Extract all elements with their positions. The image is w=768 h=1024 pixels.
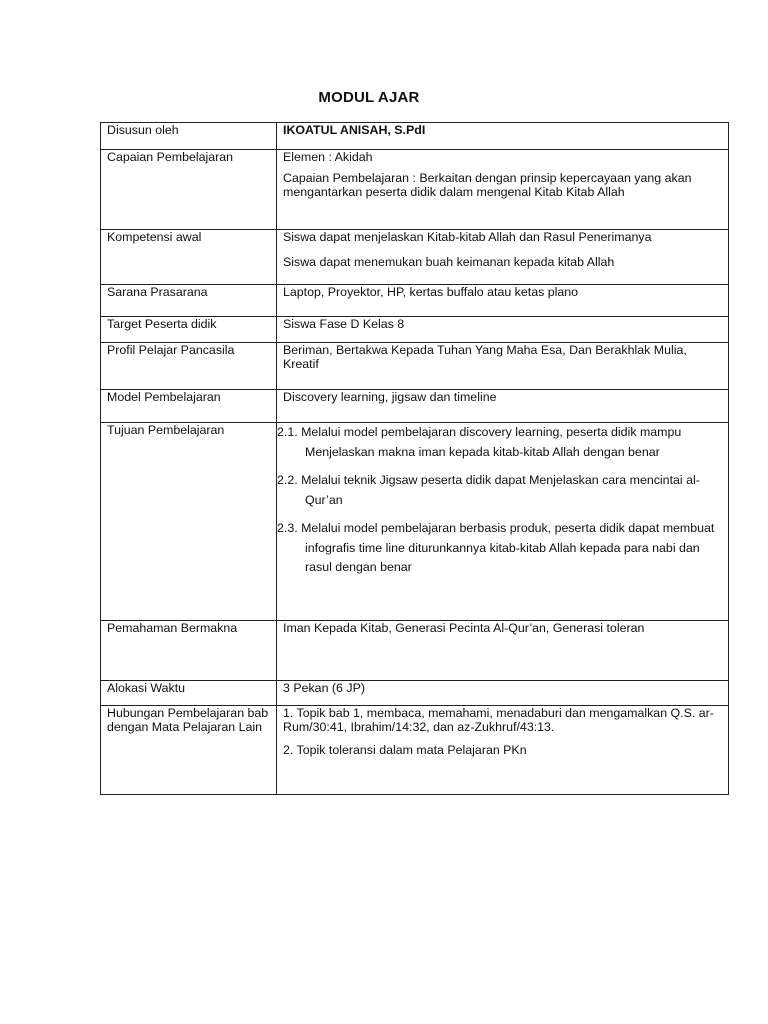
hubungan-line-1: 1. Topik bab 1, membaca, memahami, menadaburi dan mengamalkan Q.S. ar-Rum/30:41, Ibrahim/14:32, dan az-Zukhruf/43:13.: [283, 706, 714, 734]
row-alokasi: [101, 681, 729, 706]
value-capaian: [277, 150, 729, 230]
value-disusun: IKOATUL ANISAH, S.PdI: [277, 123, 729, 150]
row-tujuan: [101, 423, 729, 621]
tujuan-item: 2.2. Melalui teknik Jigsaw peserta didik dapat Menjelaskan cara mencintai al-Qur’an: [277, 473, 700, 507]
row-sarana: [101, 285, 729, 317]
label-capaian: Capaian Pembelajaran: [101, 150, 277, 230]
capaian-text: Capaian Pembelajaran : Berkaitan dengan prinsip kepercayaan yang akan mengantarkan peserta didik dalam mengenal Kitab Kitab Allah: [283, 171, 692, 199]
row-disusun: [101, 123, 729, 150]
value-tujuan: [277, 423, 729, 621]
value-hubungan: [277, 706, 729, 795]
hubungan-line-2: 2. Topik toleransi dalam mata Pelajaran PKn: [283, 743, 527, 757]
row-hubungan: [101, 706, 729, 795]
label-target: Target Peserta didik: [101, 317, 277, 343]
module-table: [100, 122, 729, 795]
value-pemahaman: Iman Kepada Kitab, Generasi Pecinta Al-Qur’an, Generasi toleran: [277, 621, 729, 681]
row-kompetensi: [101, 230, 729, 285]
value-kompetensi: [277, 230, 729, 285]
row-pemahaman: [101, 621, 729, 681]
tujuan-item: 2.1. Melalui model pembelajaran discovery learning, peserta didik mampu Menjelaskan makna iman kepada kitab-kitab Allah dengan benar: [277, 425, 682, 459]
value-alokasi: 3 Pekan (6 JP): [277, 681, 729, 706]
row-profil: [101, 343, 729, 390]
label-kompetensi: Kompetensi awal: [101, 230, 277, 285]
kompetensi-line-1: Siswa dapat menjelaskan Kitab-kitab Allah dan Rasul Penerimanya: [283, 230, 652, 244]
label-hubungan: Hubungan Pembelajaran bab dengan Mata Pelajaran Lain: [101, 706, 277, 795]
capaian-elemen: Elemen : Akidah: [283, 150, 373, 164]
row-capaian: [101, 150, 729, 230]
label-model: Model Pembelajaran: [101, 390, 277, 423]
label-tujuan: Tujuan Pembelajaran: [101, 423, 277, 621]
label-disusun: Disusun oleh: [101, 123, 277, 150]
value-model: Discovery learning, jigsaw dan timeline: [277, 390, 729, 423]
value-sarana: Laptop, Proyektor, HP, kertas buffalo atau ketas plano: [277, 285, 729, 317]
label-alokasi: Alokasi Waktu: [101, 681, 277, 706]
row-target: [101, 317, 729, 343]
label-pemahaman: Pemahaman Bermakna: [101, 621, 277, 681]
tujuan-item: 2.3. Melalui model pembelajaran berbasis produk, peserta didik dapat membuat infografis time line diturunkannya kitab-kitab Allah kepada para nabi dan rasul dengan benar: [277, 521, 715, 574]
row-model: [101, 390, 729, 423]
value-target: Siswa Fase D Kelas 8: [277, 317, 729, 343]
value-profil: Beriman, Bertakwa Kepada Tuhan Yang Maha Esa, Dan Berakhlak Mulia, Kreatif: [277, 343, 729, 390]
document-title: MODUL AJAR: [318, 89, 420, 106]
kompetensi-line-2: Siswa dapat menemukan buah keimanan kepada kitab Allah: [283, 255, 615, 269]
label-profil: Profil Pelajar Pancasila: [101, 343, 277, 390]
label-sarana: Sarana Prasarana: [101, 285, 277, 317]
